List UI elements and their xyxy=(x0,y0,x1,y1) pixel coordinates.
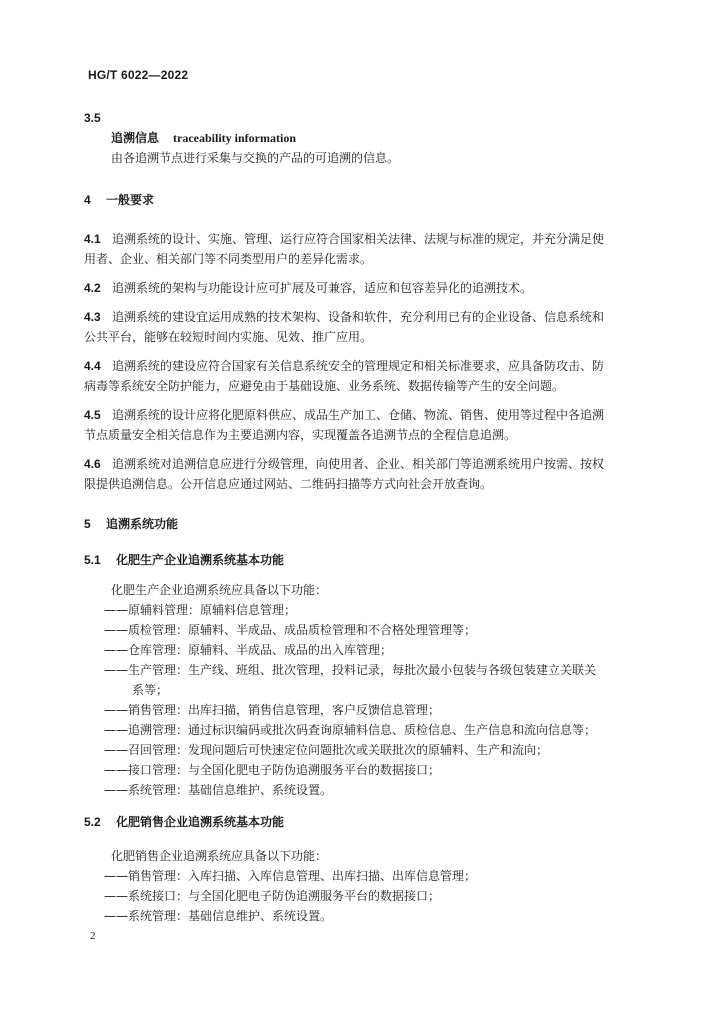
clause-4-3: 4.3 追溯系统的建设宜运用成熟的技术架构、设备和软件，充分利用已有的企业设备、信息系统和 公共平台，能够在较短时间内实施、见效、推广应用。 xyxy=(84,310,605,344)
section-5-1-heading: 5.1 化肥生产企业追溯系统基本功能 xyxy=(84,553,285,567)
clause-4-4: 4.4 追溯系统的建设应符合国家有关信息系统安全的管理规定和相关标准要求，应具备防攻击、防 病毒等系统安全防护能力，应避免由于基础设施、业务系统、数据传输等产生的安全问题。 xyxy=(84,359,605,393)
section-5-1-lead: 化肥生产企业追溯系统应具备以下功能： xyxy=(111,583,328,597)
clause-4-1: 4.1 追溯系统的设计、实施、管理、运行应符合国家相关法律、法规与标准的规定，并充分满足使 用者、企业、相关部门等不同类型用户的差异化需求。 xyxy=(84,232,605,266)
list-item: ——系统管理：基础信息维护、系统设置。 xyxy=(104,783,333,797)
list-item: ——追溯管理：通过标识编码或批次码查询原辅料信息、质检信息、生产信息和流向信息等； xyxy=(104,723,597,737)
term-title xyxy=(84,128,646,148)
list-item: ——质检管理：原辅料、半成品、成品质检管理和不合格处理管理等； xyxy=(104,623,477,637)
list-item: ——系统管理：基础信息维护、系统设置。 xyxy=(104,909,333,923)
standard-code-header: HG/T 6022—2022 xyxy=(88,68,189,82)
term-zh: 追溯信息 xyxy=(111,131,160,145)
document-body xyxy=(84,108,646,926)
list-item: ——生产管理：生产线、班组、批次管理，投料记录，每批次最小包装与各级包装建立关联关 xyxy=(104,663,597,677)
page-number: 2 xyxy=(90,930,96,942)
section-5-heading: 5 追溯系统功能 xyxy=(84,517,179,531)
list-item: ——销售管理：出库扫描，销售信息管理，客户反馈信息管理； xyxy=(104,703,441,717)
section-5-2-lead: 化肥销售企业追溯系统应具备以下功能： xyxy=(111,849,328,863)
clause-4-2: 4.2 追溯系统的架构与功能设计应可扩展及可兼容，适应和包容差异化的追溯技术。 xyxy=(84,281,533,295)
term-number: 3.5 xyxy=(84,111,101,125)
list-item: ——销售管理：入库扫描、入库信息管理、出库扫描、出库信息管理； xyxy=(104,869,477,883)
list-item: ——接口管理：与全国化肥电子防伪追溯服务平台的数据接口； xyxy=(104,763,441,777)
term-en: traceability information xyxy=(173,131,296,145)
list-item: ——仓库管理：原辅料、半成品、成品的出入库管理； xyxy=(104,643,393,657)
list-item: ——召回管理：发现问题后可快速定位问题批次或关联批次的原辅料、生产和流向； xyxy=(104,743,549,757)
section-5-2-heading: 5.2 化肥销售企业追溯系统基本功能 xyxy=(84,815,285,829)
clause-4-6: 4.6 追溯系统对追溯信息应进行分级管理，向使用者、企业、相关部门等追溯系统用户按需、按权 限提供追溯信息。公开信息应通过网站、二维码扫描等方式向社会开放查询。 xyxy=(84,457,605,491)
clause-4-5: 4.5 追溯系统的设计应将化肥原料供应、成品生产加工、仓储、物流、销售、使用等过程中各追溯 节点质量安全相关信息作为主要追溯内容，实现覆盖各追溯节点的全程信息追溯。 xyxy=(84,408,605,442)
section-4-heading: 4 一般要求 xyxy=(84,193,155,207)
term-definition: 由各追溯节点进行采集与交换的产品的可追溯的信息。 xyxy=(111,151,400,165)
list-item: ——系统接口：与全国化肥电子防伪追溯服务平台的数据接口； xyxy=(104,889,441,903)
list-item: ——原辅料管理：原辅料信息管理； xyxy=(104,603,297,617)
list-item-continuation: 系等； xyxy=(132,683,169,697)
